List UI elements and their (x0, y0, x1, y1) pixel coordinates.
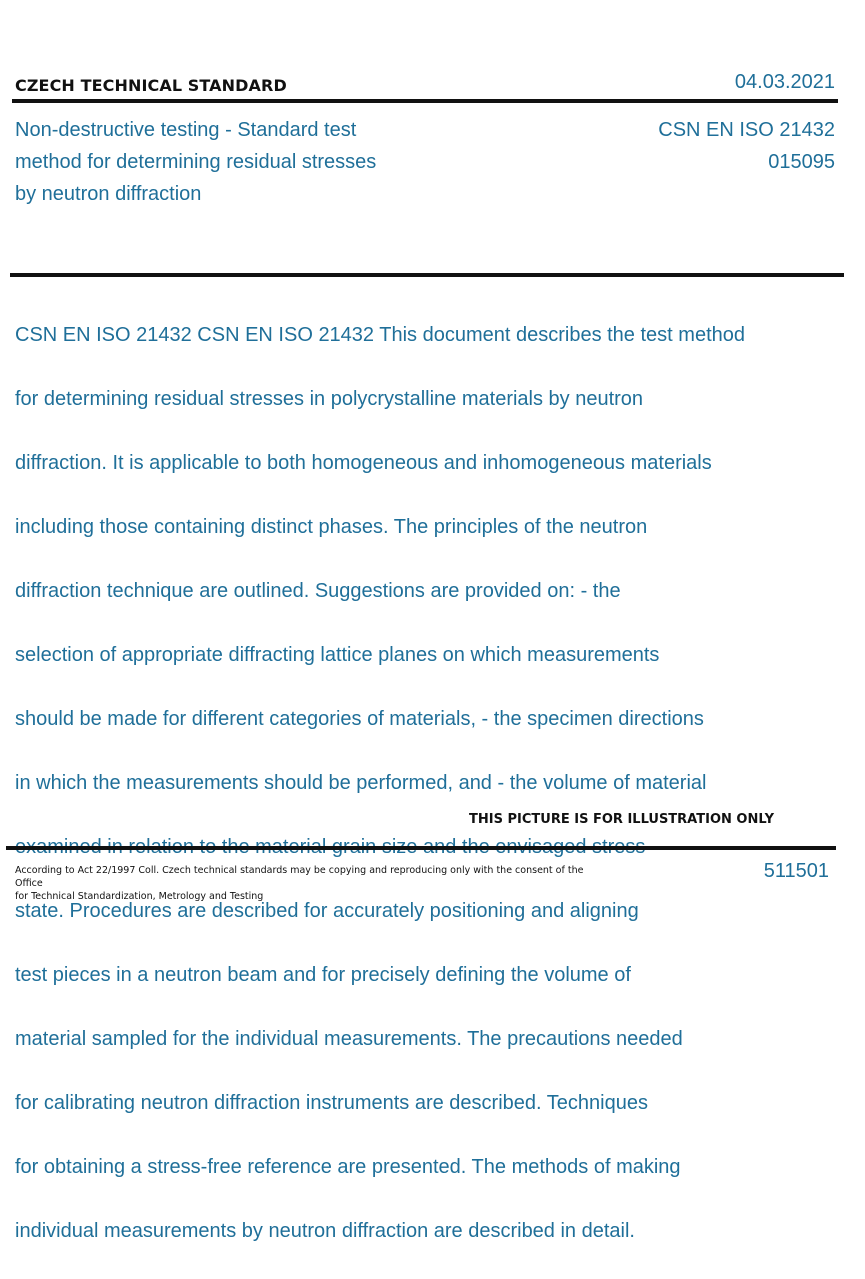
description-line: for obtaining a stress-free reference are presented. The methods of making (15, 1156, 681, 1178)
description-line: should be made for different categories of materials, - the specimen directions (15, 708, 704, 730)
description-line: individual measurements by neutron diffraction are described in detail. (15, 1220, 635, 1242)
catalog-number: 015095 (768, 151, 835, 173)
title-line: Non-destructive testing - Standard test (15, 119, 357, 141)
legal-line: for Technical Standardization, Metrology and Testing (15, 891, 264, 902)
legal-notice (15, 864, 595, 903)
description-line: diffraction. It is applicable to both homogeneous and inhomogeneous materials (15, 452, 712, 474)
description-line: state. Procedures are described for accurately positioning and aligning (15, 900, 639, 922)
description-line: in which the measurements should be performed, and - the volume of material (15, 772, 707, 794)
title-divider (10, 273, 844, 277)
footer-divider (6, 846, 836, 850)
description-line: material sampled for the individual measurements. The precautions needed (15, 1028, 683, 1050)
standard-description (15, 287, 835, 1279)
footer-number: 511501 (763, 860, 829, 882)
description-line: selection of appropriate diffracting lattice planes on which measurements (15, 644, 660, 666)
description-line: CSN EN ISO 21432 CSN EN ISO 21432 This document describes the test method (15, 324, 745, 346)
description-line: for determining residual stresses in polycrystalline materials by neutron (15, 388, 644, 410)
header-divider (12, 99, 838, 103)
title-line: method for determining residual stresses (15, 151, 377, 173)
standard-code-block (658, 114, 835, 178)
description-line: including those containing distinct phases. The principles of the neutron (15, 516, 648, 538)
standard-type-label: CZECH TECHNICAL STANDARD (15, 76, 287, 95)
description-line: test pieces in a neutron beam and for precisely defining the volume of (15, 964, 631, 986)
standard-title (15, 114, 435, 210)
title-line: by neutron diffraction (15, 183, 202, 205)
description-line: diffraction technique are outlined. Suggestions are provided on: - the (15, 580, 621, 602)
legal-line: According to Act 22/1997 Coll. Czech technical standards may be copying and reproducing only with the consent of the Office (15, 865, 584, 889)
publication-date: 04.03.2021 (734, 71, 835, 93)
description-line: for calibrating neutron diffraction instruments are described. Techniques (15, 1092, 648, 1114)
illustration-notice: THIS PICTURE IS FOR ILLUSTRATION ONLY (469, 812, 774, 827)
standard-code: CSN EN ISO 21432 (658, 119, 835, 141)
